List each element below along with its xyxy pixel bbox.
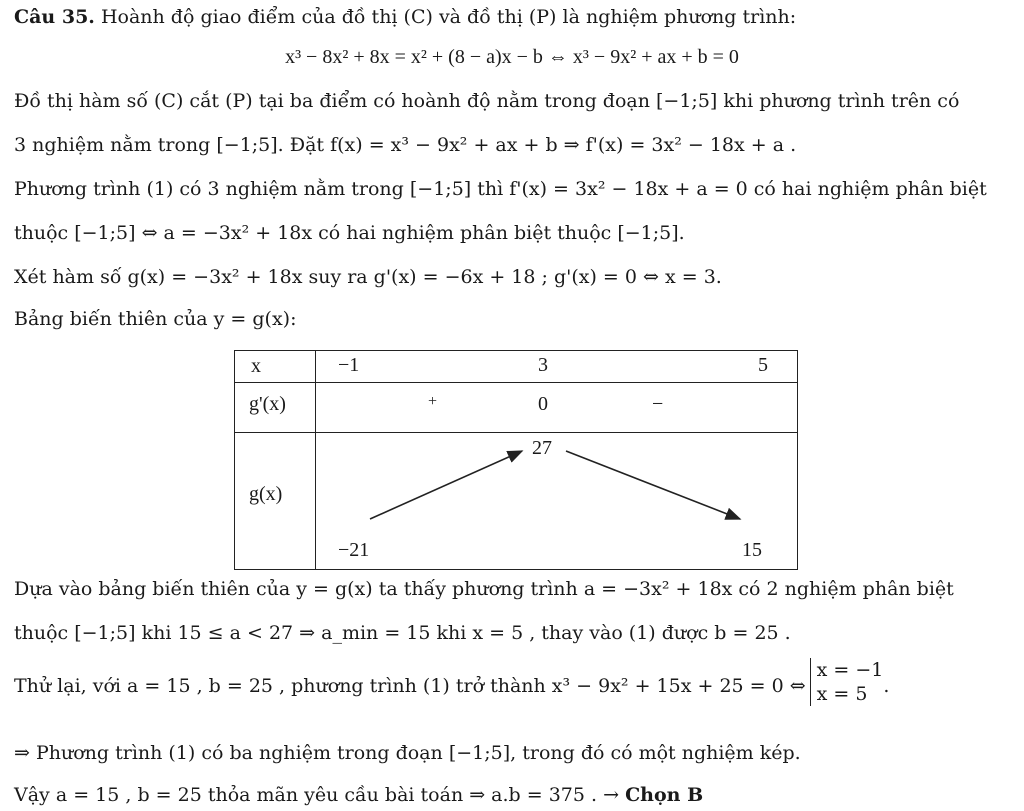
sign-plus: +	[428, 393, 438, 410]
text-line-7: Xét hàm số g(x) = −3x² + 18x suy ra g'(x) = −6x + 18 ; g'(x) = 0 ⇔ x = 3.	[14, 266, 722, 288]
sign-minus: −	[652, 393, 664, 415]
text-line-11	[14, 659, 1016, 706]
line-11-end: .	[883, 675, 890, 697]
g-right-value: 15	[742, 539, 762, 561]
question-number: Câu 35.	[14, 6, 95, 28]
g-max-value: 27	[532, 437, 552, 459]
table-row-function	[235, 433, 798, 570]
increasing-arrow	[370, 451, 522, 519]
text-line-6: thuộc [−1;5] ⇔ a = −3x² + 18x có hai nghiệm phân biệt thuộc [−1;5].	[14, 222, 685, 244]
text-line-9: Dựa vào bảng biến thiên của y = g(x) ta thấy phương trình a = −3x² + 18x có 2 nghiệm phân biệt	[14, 578, 954, 600]
verification-text: Thử lại, với a = 15 , b = 25 , phương trình (1) trở thành x³ − 9x² + 15x + 25 = 0 ⇔	[14, 675, 806, 697]
row-label-derivative: g'(x)	[249, 393, 286, 415]
text-line-10: thuộc [−1;5] khi 15 ≤ a < 27 ⇒ a_min = 15 khi x = 5 , thay vào (1) được b = 25 .	[14, 622, 791, 644]
x-value-middle: 3	[538, 354, 548, 376]
x-value-right: 5	[758, 354, 768, 376]
question-line	[14, 4, 1016, 30]
decreasing-arrow	[566, 451, 740, 519]
variation-table	[234, 350, 798, 570]
roots-cases	[810, 658, 884, 706]
row-label-function: g(x)	[249, 483, 283, 505]
answer-choice: Chọn B	[625, 784, 704, 806]
root-case-1: x = −1	[816, 659, 884, 681]
row-label-x: x	[251, 355, 261, 377]
conclusion-line	[14, 782, 1016, 808]
sign-zero: 0	[538, 393, 548, 415]
x-value-left: −1	[338, 354, 360, 376]
table-row-derivative	[235, 383, 798, 433]
text-line-4: 3 nghiệm nằm trong [−1;5]. Đặt f(x) = x³ − 9x² + ax + b ⇒ f'(x) = 3x² − 18x + a .	[14, 134, 797, 156]
conclusion-text: Vậy a = 15 , b = 25 thỏa mãn yêu cầu bài toán ⇒ a.b = 375 . →	[14, 784, 626, 806]
equation-main: x³ − 8x² + 8x = x² + (8 − a)x − b ⇔ x³ − 9x² + ax + b = 0	[285, 46, 739, 68]
g-left-value: −21	[338, 539, 370, 561]
root-case-2: x = 5	[816, 683, 868, 705]
text-line-5: Phương trình (1) có 3 nghiệm nằm trong [−1;5] thì f'(x) = 3x² − 18x + a = 0 có hai nghiệm phân biệt	[14, 178, 987, 200]
table-caption: Bảng biến thiên của y = g(x):	[14, 308, 297, 330]
text-line-12: ⇒ Phương trình (1) có ba nghiệm trong đoạn [−1;5], trong đó có một nghiệm kép.	[14, 742, 801, 764]
variation-arrows	[316, 433, 798, 569]
table-row-x	[235, 351, 798, 383]
text-line-3: Đồ thị hàm số (C) cắt (P) tại ba điểm có hoành độ nằm trong đoạn [−1;5] khi phương trình trên có	[14, 90, 960, 112]
question-intro: Hoành độ giao điểm của đồ thị (C) và đồ thị (P) là nghiệm phương trình:	[94, 6, 797, 28]
